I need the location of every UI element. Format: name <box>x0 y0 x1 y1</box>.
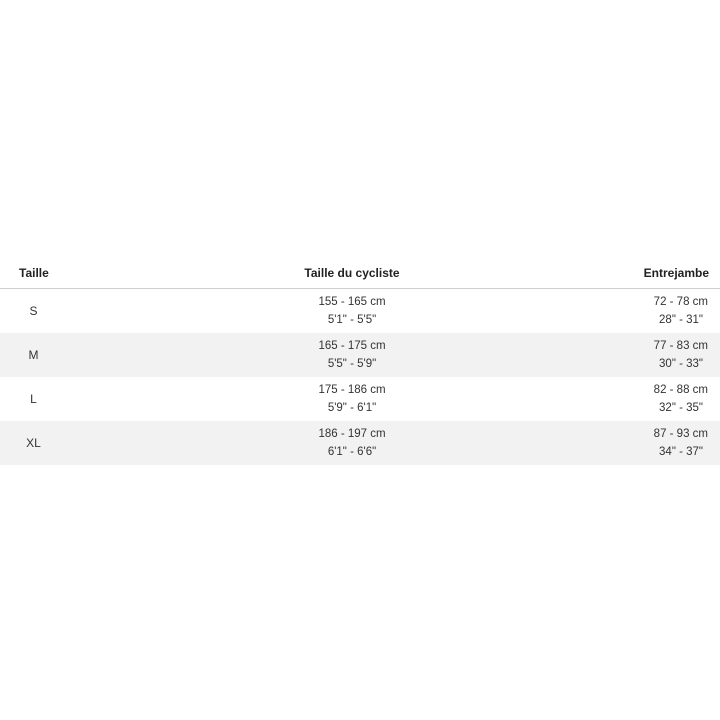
inseam-cm: 82 - 88 cm <box>653 384 708 396</box>
height-in: 5'5" - 5'9" <box>327 358 377 370</box>
height-cm: 165 - 175 cm <box>318 340 386 352</box>
inseam-in: 34" - 37" <box>659 446 703 458</box>
table-row <box>0 289 720 333</box>
size-chart-table <box>0 262 720 465</box>
table-header <box>0 262 720 289</box>
header-size: Taille <box>19 266 49 280</box>
inseam-cell <box>654 381 708 417</box>
height-in: 6'1" - 6'6" <box>327 446 377 458</box>
size-cell: L <box>30 392 37 406</box>
inseam-cm: 72 - 78 cm <box>653 296 708 308</box>
height-cm: 155 - 165 cm <box>318 296 386 308</box>
header-rider-height: Taille du cycliste <box>304 266 400 280</box>
inseam-cell <box>654 425 708 461</box>
table-row <box>0 421 720 465</box>
inseam-cm: 87 - 93 cm <box>653 428 708 440</box>
header-inseam: Entrejambe <box>643 266 709 280</box>
height-cell <box>318 381 385 417</box>
height-in: 5'1" - 5'5" <box>327 314 377 326</box>
height-in: 5'9" - 6'1" <box>327 402 377 414</box>
height-cm: 175 - 186 cm <box>318 384 386 396</box>
table-row <box>0 377 720 421</box>
size-cell: M <box>28 348 39 362</box>
inseam-in: 30" - 33" <box>659 358 703 370</box>
size-cell: S <box>29 304 38 318</box>
height-cell <box>318 337 385 373</box>
inseam-cell <box>654 293 708 329</box>
height-cell <box>318 293 385 329</box>
inseam-in: 32" - 35" <box>659 402 703 414</box>
inseam-cell <box>654 337 708 373</box>
height-cm: 186 - 197 cm <box>318 428 386 440</box>
table-row <box>0 333 720 377</box>
inseam-in: 28" - 31" <box>659 314 703 326</box>
height-cell <box>318 425 385 461</box>
size-cell: XL <box>26 436 41 450</box>
inseam-cm: 77 - 83 cm <box>653 340 708 352</box>
